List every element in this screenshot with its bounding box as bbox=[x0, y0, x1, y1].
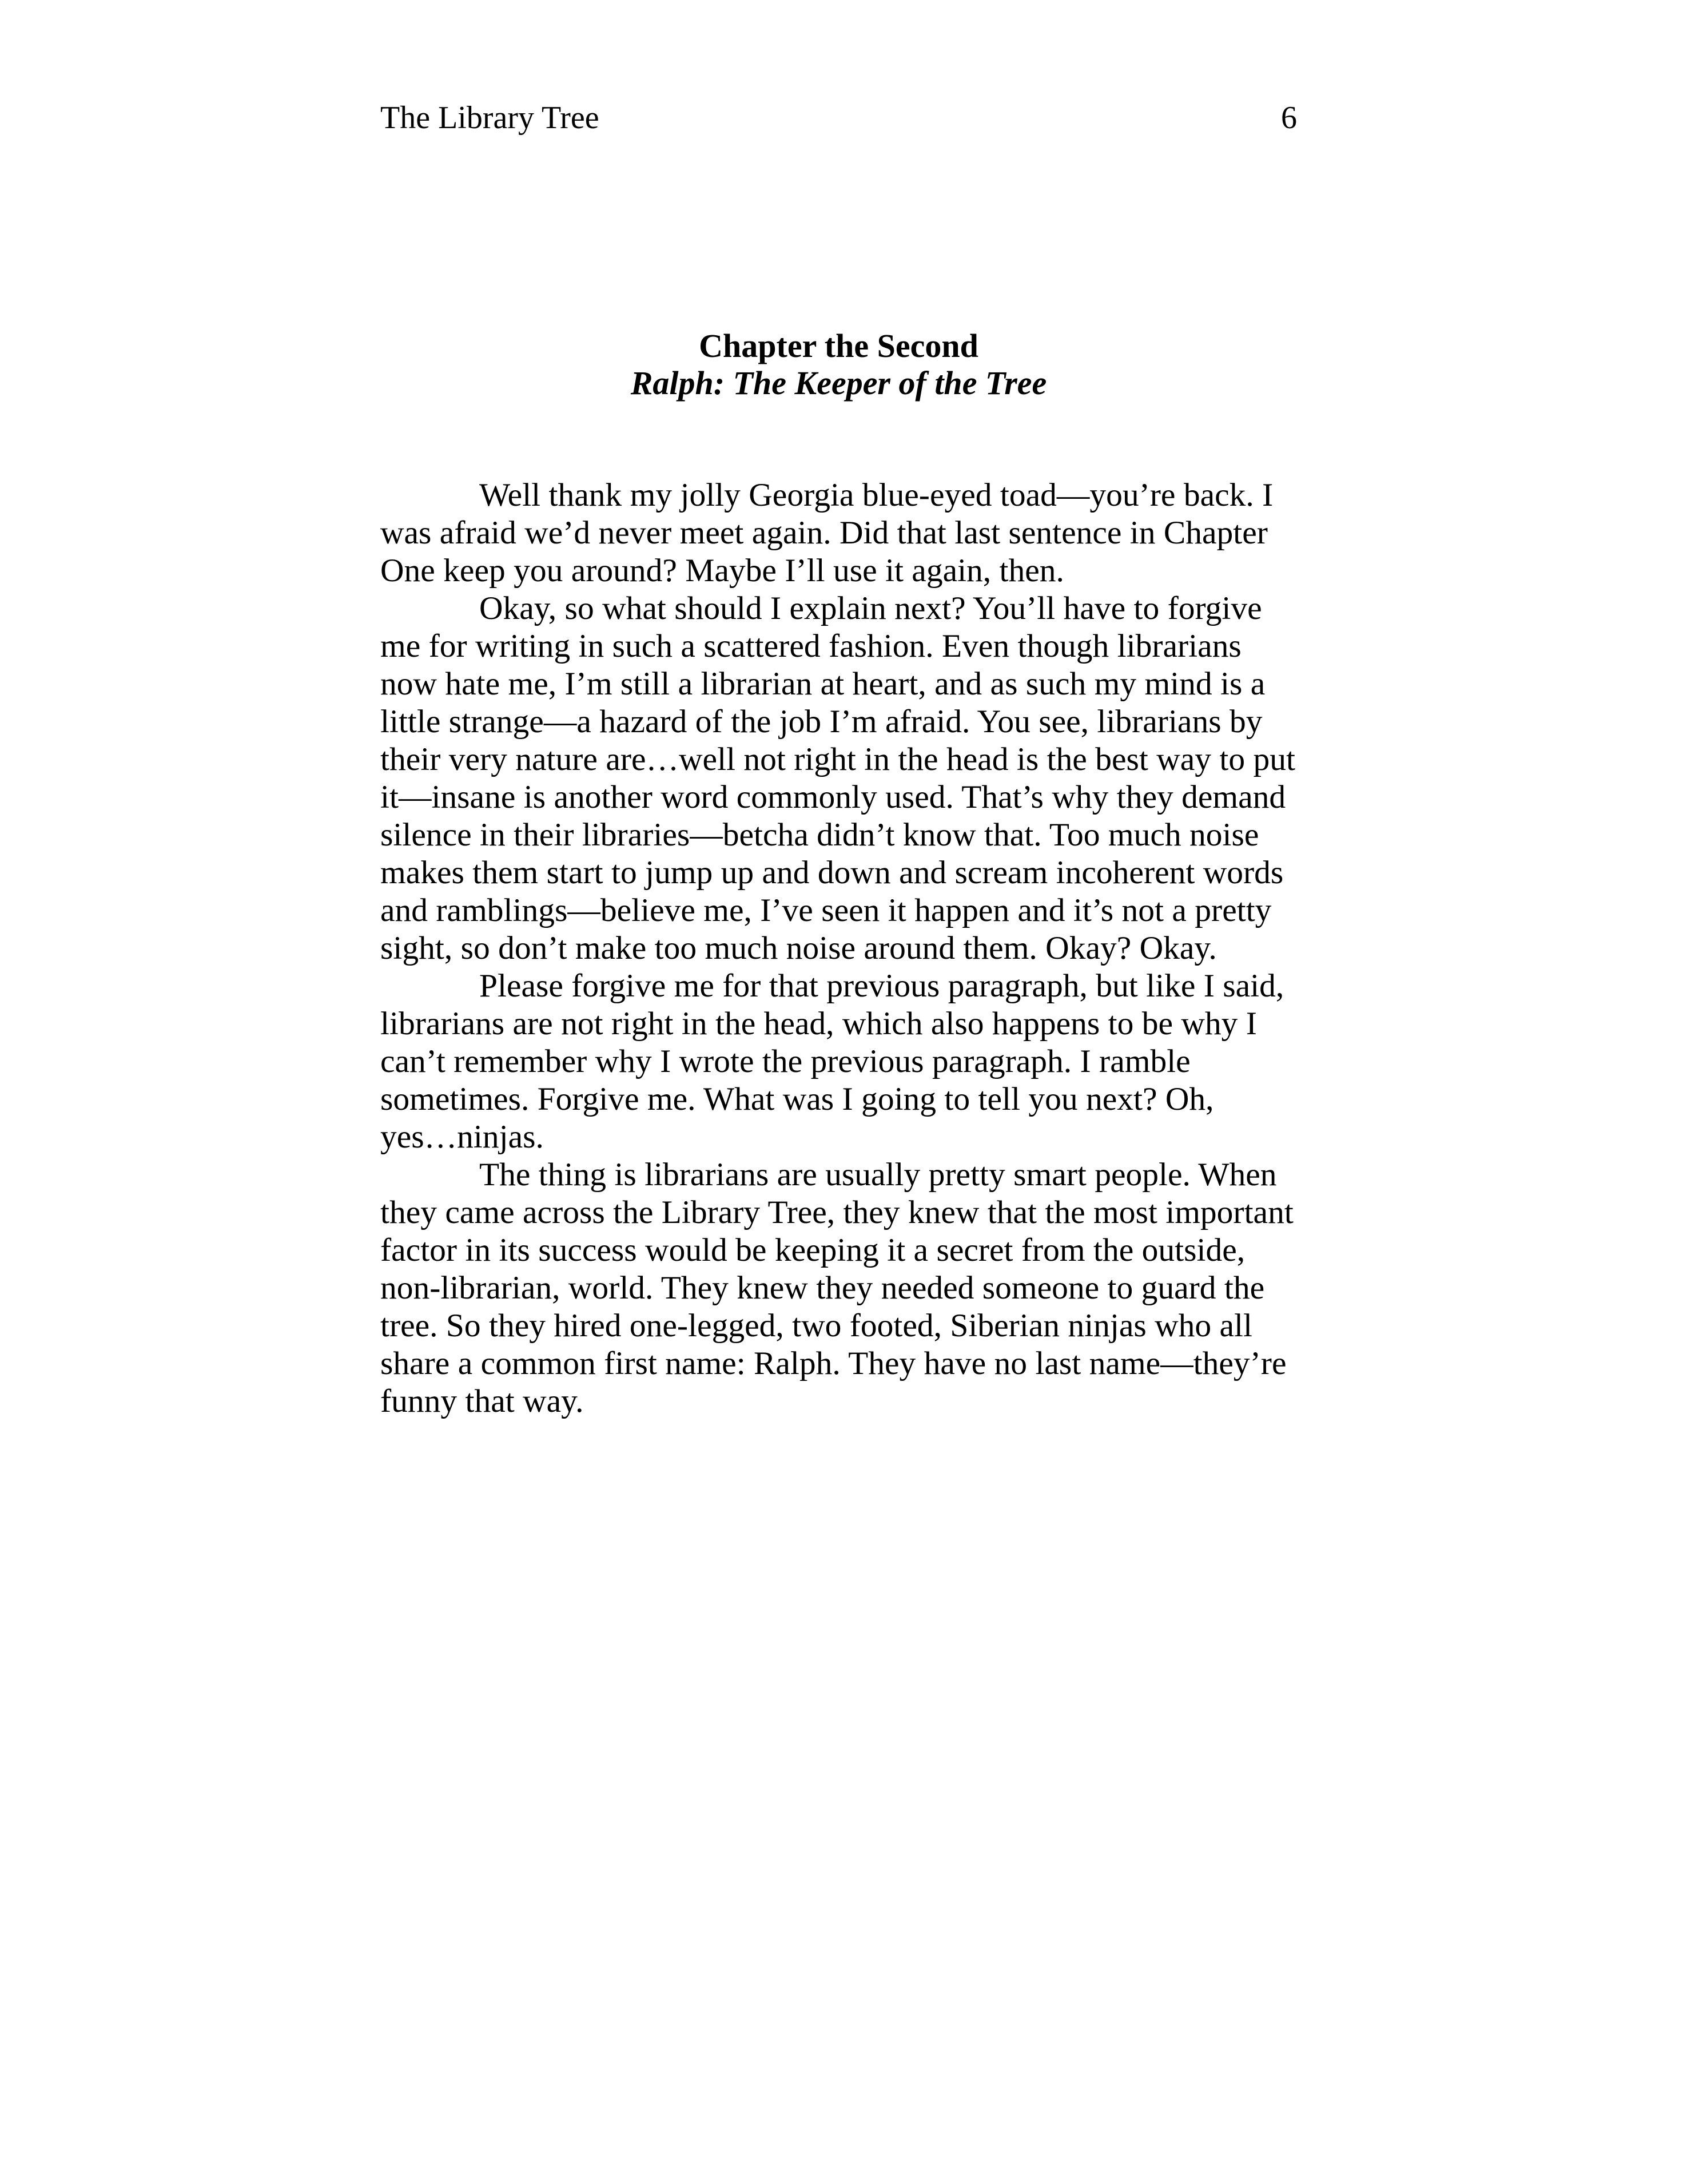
text-line: their very nature are…well not right in the head is the best way to put bbox=[380, 741, 1295, 777]
text-line: can’t remember why I wrote the previous paragraph. I ramble bbox=[380, 1043, 1191, 1079]
paragraph bbox=[380, 476, 1318, 590]
text-line: was afraid we’d never meet again. Did that last sentence in Chapter bbox=[380, 515, 1268, 551]
text-line: me for writing in such a scattered fashion. Even though librarians bbox=[380, 628, 1242, 664]
text-line: funny that way. bbox=[380, 1383, 584, 1419]
paragraph bbox=[380, 967, 1318, 1156]
chapter-title: Chapter the Second bbox=[699, 327, 978, 364]
text-line: One keep you around? Maybe I’ll use it again, then. bbox=[380, 553, 1064, 589]
body-text bbox=[380, 476, 1318, 1420]
paragraph bbox=[380, 1156, 1318, 1420]
text-line: yes…ninjas. bbox=[380, 1119, 544, 1155]
text-line: and ramblings—believe me, I’ve seen it happen and it’s not a pretty bbox=[380, 892, 1272, 928]
text-line: sometimes. Forgive me. What was I going to tell you next? Oh, bbox=[380, 1081, 1214, 1117]
text-line: Okay, so what should I explain next? You’ll have to forgive bbox=[479, 590, 1262, 626]
text-line: it—insane is another word commonly used. That’s why they demand bbox=[380, 779, 1286, 815]
paragraph bbox=[380, 590, 1318, 967]
text-line: sight, so don’t make too much noise around them. Okay? Okay. bbox=[380, 930, 1217, 966]
text-line: non-librarian, world. They knew they needed someone to guard the bbox=[380, 1270, 1265, 1306]
text-line: now hate me, I’m still a librarian at heart, and as such my mind is a bbox=[380, 666, 1266, 702]
text-line: factor in its success would be keeping it a secret from the outside, bbox=[380, 1232, 1246, 1268]
text-line: they came across the Library Tree, they knew that the most important bbox=[380, 1194, 1294, 1230]
text-line: tree. So they hired one-legged, two footed, Siberian ninjas who all bbox=[380, 1308, 1252, 1344]
text-line: silence in their libraries—betcha didn’t know that. Too much noise bbox=[380, 817, 1259, 853]
page-number: 6 bbox=[1281, 100, 1297, 136]
text-line: share a common first name: Ralph. They have no last name—they’re bbox=[380, 1345, 1287, 1381]
running-header-title: The Library Tree bbox=[380, 100, 599, 136]
text-line: The thing is librarians are usually pretty smart people. When bbox=[479, 1157, 1277, 1193]
chapter-subtitle: Ralph: The Keeper of the Tree bbox=[630, 364, 1047, 402]
text-line: librarians are not right in the head, which also happens to be why I bbox=[380, 1006, 1257, 1042]
text-line: makes them start to jump up and down and scream incoherent words bbox=[380, 855, 1284, 891]
text-line: Well thank my jolly Georgia blue-eyed toad—you’re back. I bbox=[479, 477, 1274, 513]
text-line: little strange—a hazard of the job I’m afraid. You see, librarians by bbox=[380, 704, 1263, 740]
text-line: Please forgive me for that previous paragraph, but like I said, bbox=[479, 968, 1284, 1004]
